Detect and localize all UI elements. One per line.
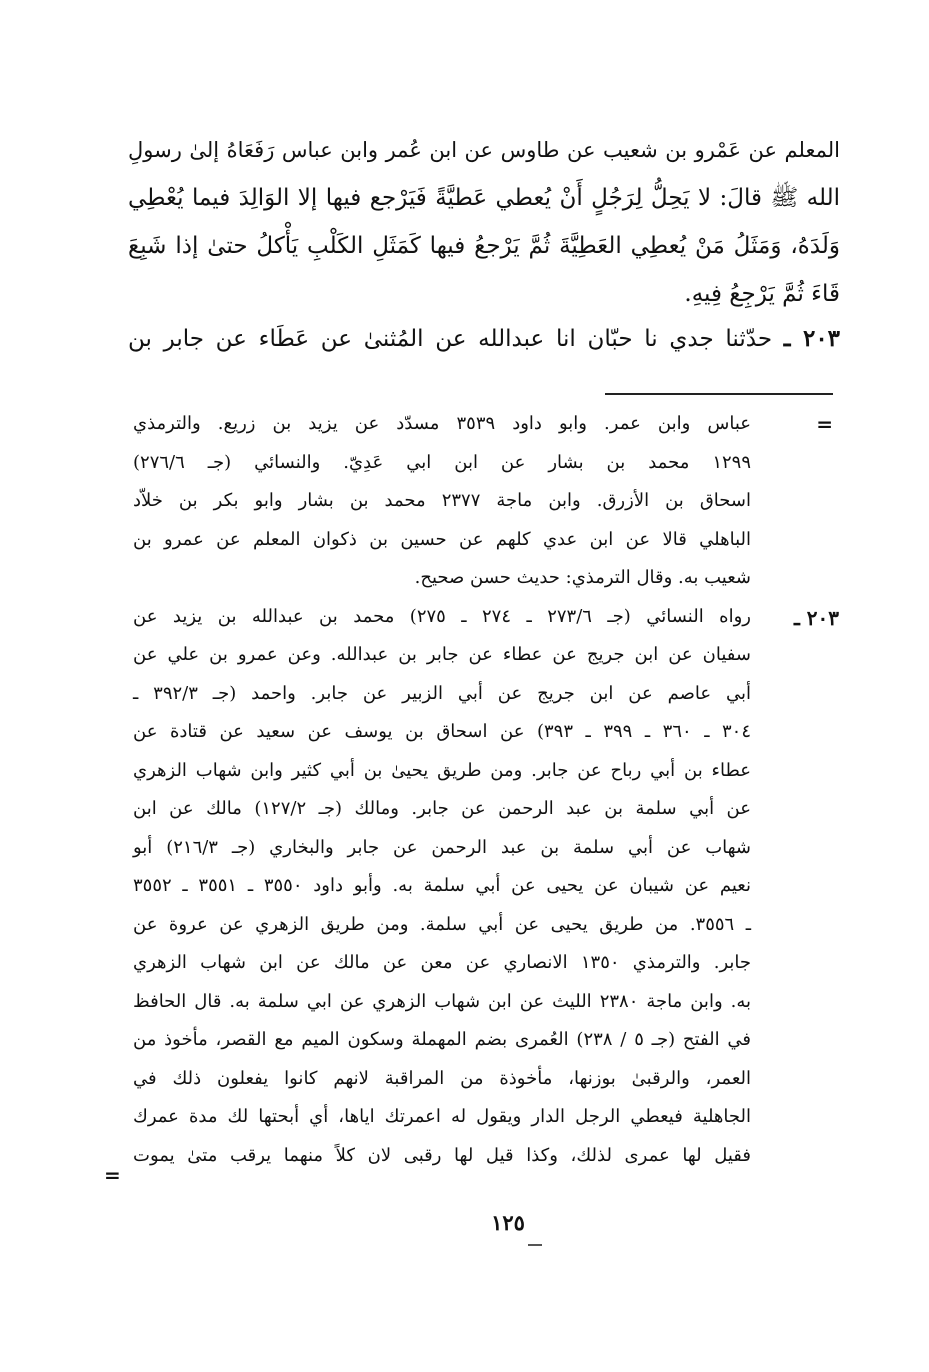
hadith-203-line [128, 315, 840, 363]
footnote-line: ٣٠٤ ـ ٣٦٠ ـ ٣٩٩ ـ ٣٩٣) عن اسحاق بن يوسف عن سعيد عن قتادة عن [133, 721, 752, 742]
footnote-line: في الفتح (جـ ٥ / ٢٣٨) العُمرى بضم المهملة وسكون الميم مع القصر، مأخوذ من [133, 1029, 752, 1050]
footnote-line: عباس وابن عمر. وابو داود ٣٥٣٩ مسدّد عن يزيد بن زريع. والترمذي [133, 413, 752, 434]
footnote-line: سفيان عن ابن جريج عن عطاء عن جابر بن عبدالله. وعن عمرو بن علي عن [133, 644, 751, 665]
footnote-line: العمر، والرقبىٰ بوزنها، مأخوذة من المراقبة لانهم كانوا يفعلون ذلك في [133, 1067, 751, 1089]
footnote-line: فقيل لها عمرى لذلك، وكذا قيل لها رقبى لان كلاً منهما يرقب متىٰ يموت [133, 1144, 751, 1166]
main-text-line: وَلَدَهُ، وَمَثَلُ مَنْ يُعطِي العَطِيَّةَ ثُمَّ يَرْجعُ فيها كَمَثَلِ الكَلْبِ يَأْكلُ حتىٰ إذا شَبِعَ [128, 233, 840, 259]
continuation-end-marker: = [104, 1163, 121, 1187]
main-text-line: قَاءَ ثُمَّ يَرْجِعُ فِيهِ. [684, 281, 840, 307]
main-text [128, 126, 840, 318]
main-text-line: الله ﷺ قالَ: لا يَحِلُّ لِرَجُلٍ أَنْ يُعطي عَطيَّةً فَيَرْجع فيها إلا الوَالِدَ فيما يُعْطِي [128, 185, 840, 211]
footnote-line: به. وابن ماجة ٢٣٨٠ الليث عن ابن شهاب الزهري عن ابي سلمة به. قال الحافظ [133, 990, 752, 1012]
hadith-203 [128, 315, 840, 363]
hadith-number: ٢٠٣ ـ [783, 325, 841, 352]
hadith-text: حدّثنا جدي نا حبّان انا عبدالله عن المُثنىٰ عن عَطَاء عن جابر بن [128, 326, 773, 352]
footnotes [133, 405, 751, 1175]
footnote-line: عطاء بن أبي رباح عن جابر. ومن طريق يحيىٰ بن أبي كثير وابن شهاب الزهري [133, 759, 751, 781]
footnote-line: الجاهلية فيعطي الرجل الدار ويقول له اعمرتك اياها، أي أبحتها لك مدة عمرك [133, 1106, 751, 1127]
footnote-line: أبي عاصم عن ابن جريج عن أبي الزبير عن جابر. واحمد (جـ ٣٩٢/٣ ـ [133, 682, 751, 704]
footnote-line: الباهلي قالا عن ابن عدي كلهم عن حسين بن ذكوان المعلم عن عمرو بن [133, 528, 751, 550]
page-number-dash [528, 1244, 542, 1246]
main-text-line: المعلم عن عَمْرو بن شعيب عن طاوس عن ابن عُمر وابن عباس رَفَعَاهُ إلىٰ رسولِ [128, 138, 840, 162]
continuation-marker: = [816, 412, 833, 436]
footnote-line: ـ ٣٥٥٦. من طريق يحيى عن أبي سلمة. ومن طريق الزهري عن عروة عن [133, 913, 751, 935]
footnote-line: نعيم عن شيبان عن يحيى عن أبي سلمة به. وأبو داود ٣٥٥٠ ـ ٣٥٥١ ـ ٣٥٥٢ [133, 875, 751, 896]
footnote-203-marker: ٢٠٣ ـ [793, 606, 839, 630]
footnote-line: شهاب عن أبي سلمة بن عبد الرحمن عن جابر والبخاري (جـ ٢١٦/٣) أبو [133, 836, 752, 858]
footnote-line: شعيب به. وقال الترمذي: حديث حسن صحيح. [414, 567, 751, 588]
footnote-line: رواه النسائي (جـ ٢٧٣/٦ ـ ٢٧٤ ـ ٢٧٥) محمد بن عبدالله بن يزيد عن [133, 605, 751, 627]
footnote-line: ١٢٩٩ محمد بن بشار عن ابن ابي عَدِيّ. والنسائي (جـ ٢٧٦/٦) [133, 451, 751, 473]
footnote-line: اسحاق بن الأزرق. وابن ماجة ٢٣٧٧ محمد بن بشار وابو بكر بن خلاّد [133, 490, 751, 511]
footnote-line: عن أبي سلمة بن عبد الرحمن عن جابر. ومالك (جـ ١٢٧/٢) مالك عن ابن [133, 798, 751, 819]
page-number: ١٢٥ [491, 1210, 525, 1235]
footnote-line: جابر. والترمذي ١٣٥٠ الانصاري عن معن عن مالك عن ابن شهاب الزهري [133, 952, 752, 973]
footnote-divider [605, 393, 833, 395]
